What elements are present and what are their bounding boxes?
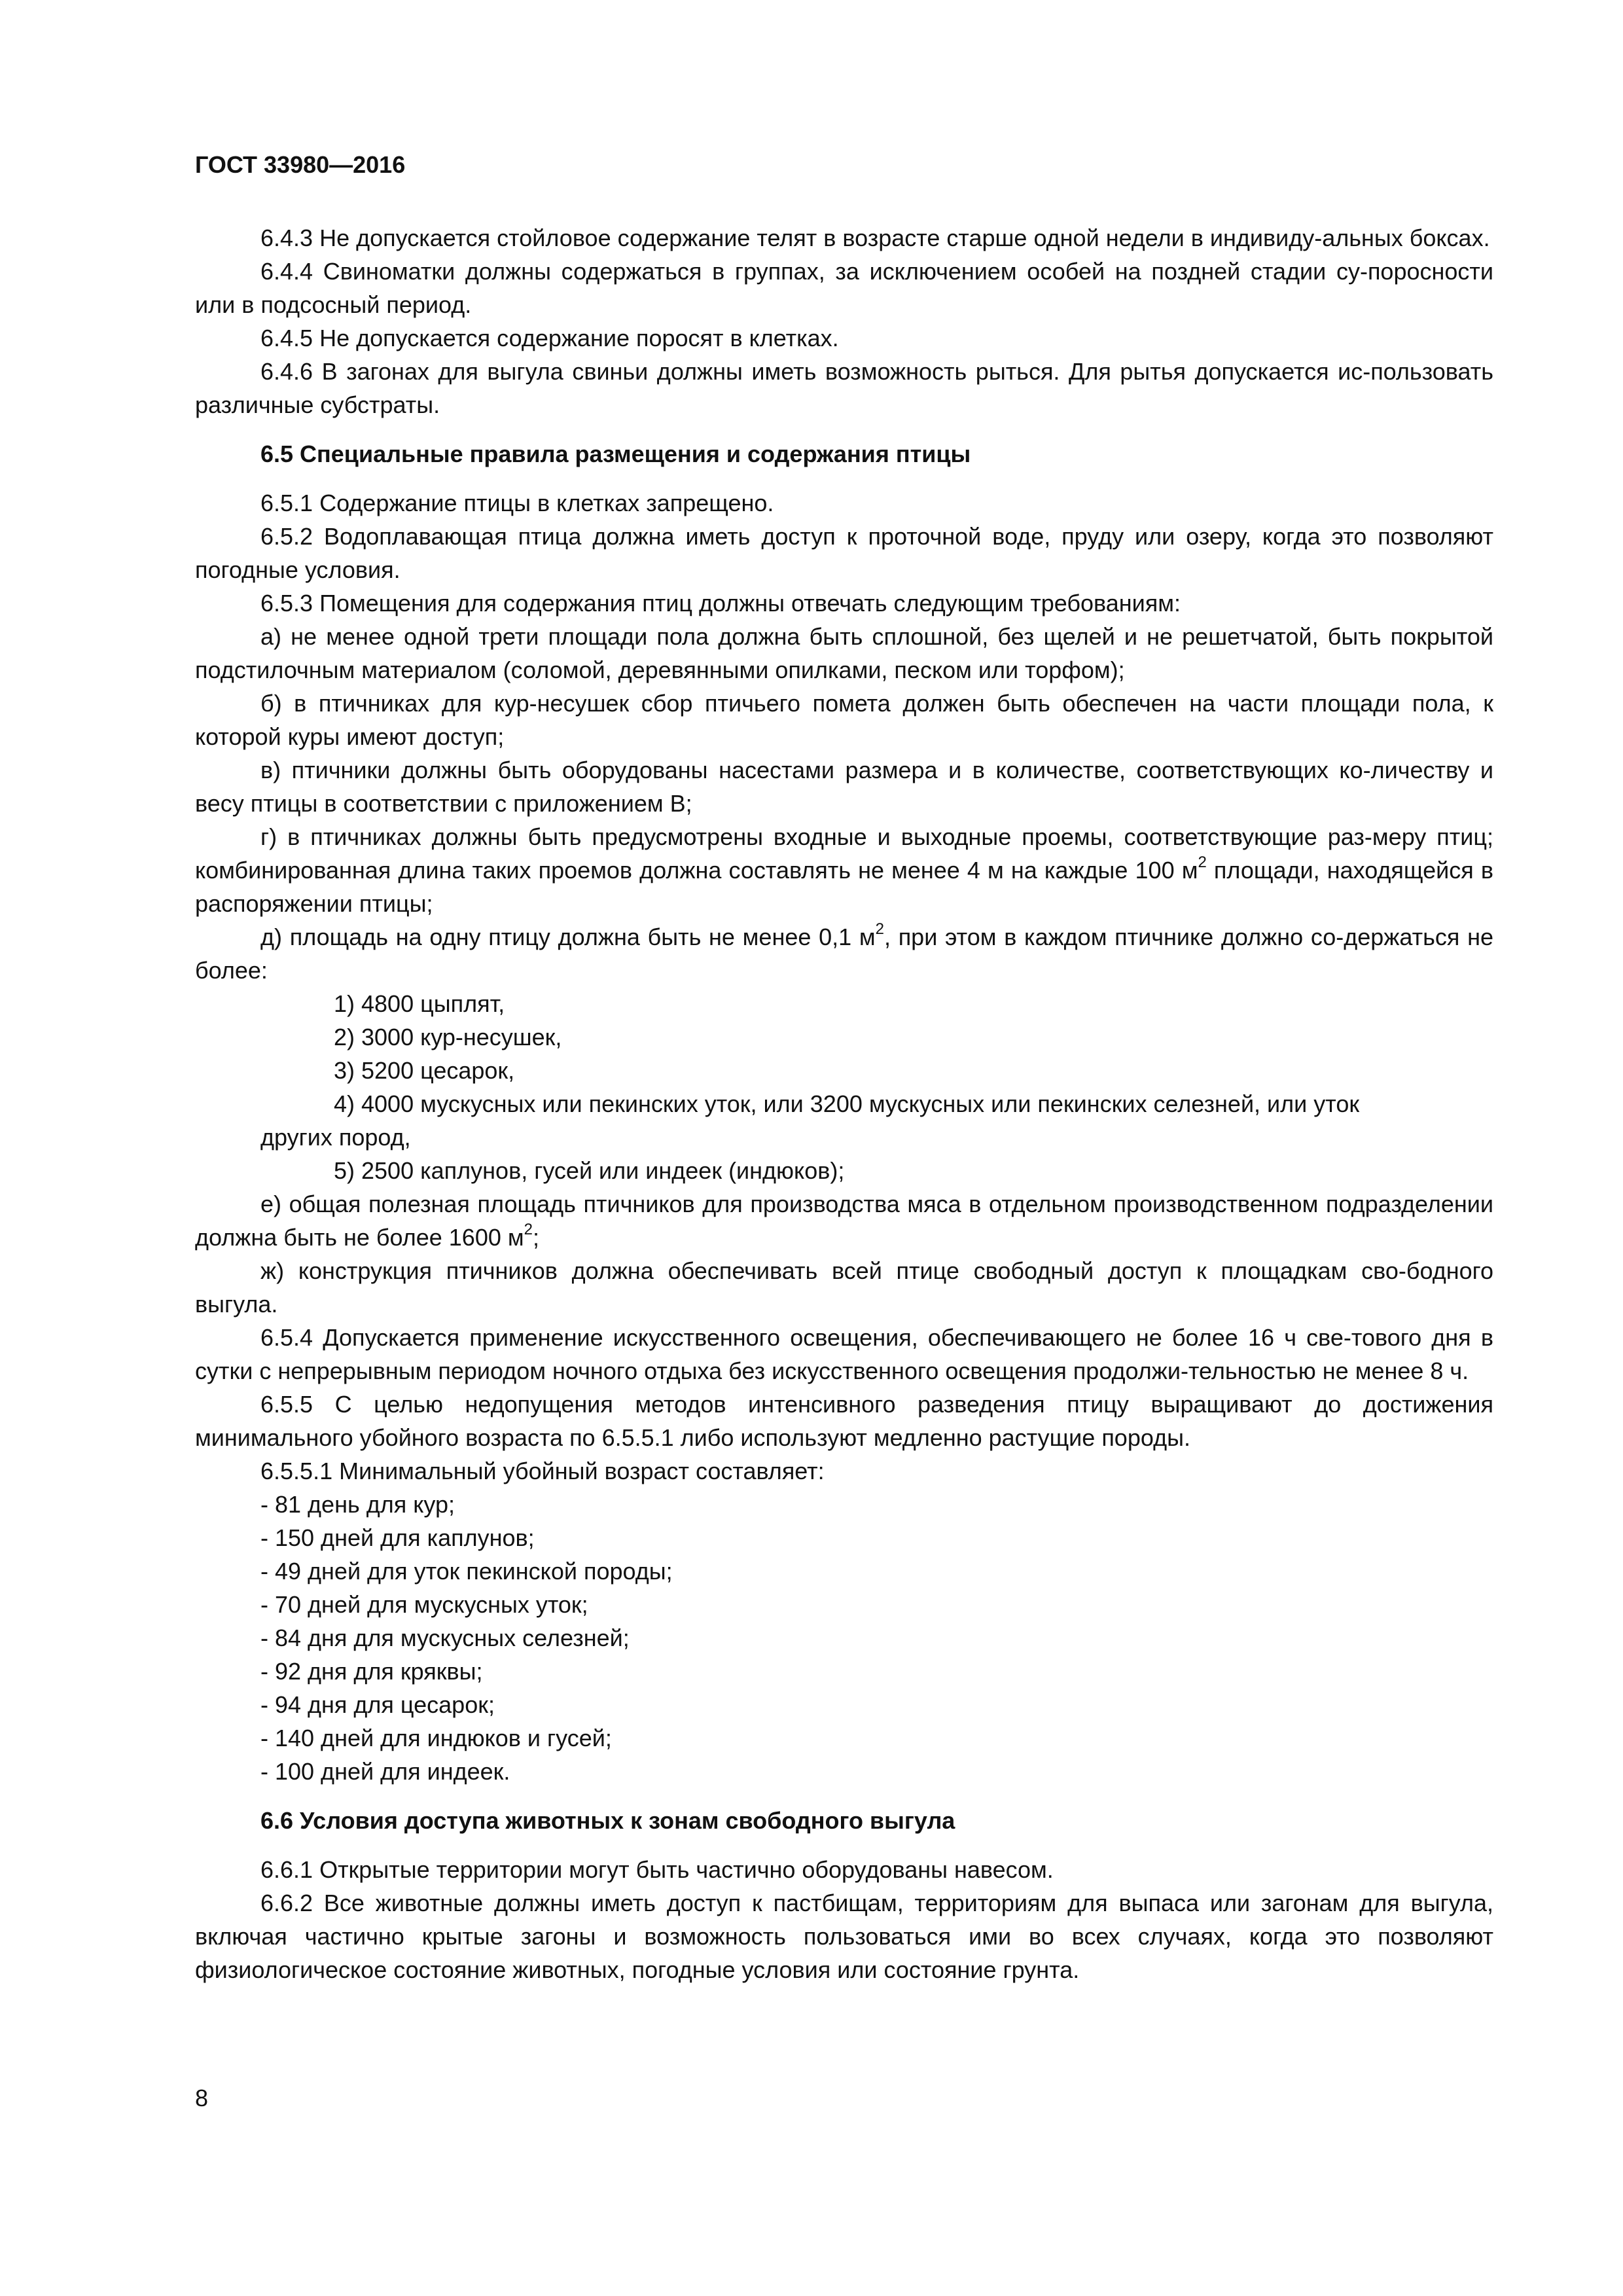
item-e <box>195 1187 1493 1254</box>
item-a: а) не менее одной трети площади пола должна быть сплошной, без щелей и не решетчатой, быть покрытой подстилочным материалом (соломой, деревянными опилками, песком или торфом); <box>195 623 1493 683</box>
paragraph-6-4-6: 6.4.6 В загонах для выгула свиньи должны иметь возможность рыться. Для рытья допускается ис-пользовать различные субстраты. <box>195 358 1493 418</box>
paragraph-6-6-1: 6.6.1 Открытые территории могут быть частично оборудованы навесом. <box>260 1856 1054 1883</box>
numbered-item-4: 4) 4000 мускусных или пекинских уток, или 3200 мускусных или пекинских селезней, или уток <box>334 1090 1360 1117</box>
item-d-superscript: 2 <box>875 920 884 938</box>
paragraph-6-5-1: 6.5.1 Содержание птицы в клетках запрещено. <box>260 490 774 516</box>
item-d-tail: , при этом в каждом птичнике должно со-держаться не более: <box>195 924 1493 984</box>
section-heading-6-6: 6.6 Условия доступа животных к зонам свободного выгула <box>260 1807 955 1834</box>
document-body <box>195 221 1493 1986</box>
item-e-tail: ; <box>532 1224 539 1251</box>
list-item: - 49 дней для уток пекинской породы; <box>260 1558 673 1585</box>
paragraph-6-5-2: 6.5.2 Водоплавающая птица должна иметь доступ к проточной воде, пруду или озеру, когда это позволяют погодные условия. <box>195 523 1493 583</box>
paragraph-6-5-5-1: 6.5.5.1 Минимальный убойный возраст составляет: <box>260 1458 825 1484</box>
item-b: б) в птичниках для кур-несушек сбор птичьего помета должен быть обеспечен на части площади пола, к которой куры имеют доступ; <box>195 690 1493 750</box>
numbered-item-2: 2) 3000 кур-несушек, <box>334 1024 562 1050</box>
numbered-item-1: 1) 4800 цыплят, <box>334 990 505 1017</box>
item-e-text: е) общая полезная площадь птичников для производства мяса в отдельном производственном подразделении должна быть не более 1600 м <box>195 1191 1493 1251</box>
item-v: в) птичники должны быть оборудованы насестами размера и в количестве, соответствующих ко-личеству и весу птицы в соответствии с приложением В; <box>195 757 1493 817</box>
document-header: ГОСТ 33980—2016 <box>195 151 406 178</box>
item-e-superscript: 2 <box>524 1221 533 1238</box>
list-item: - 94 дня для цесарок; <box>260 1691 495 1718</box>
paragraph-6-5-5: 6.5.5 С целью недопущения методов интенсивного разведения птицу выращивают до достижения минимального убойного возраста по 6.5.5.1 либо используют медленно растущие породы. <box>195 1391 1493 1451</box>
item-d <box>195 920 1493 987</box>
page-number: 8 <box>195 2085 209 2111</box>
list-item: - 150 дней для каплунов; <box>260 1524 535 1551</box>
item-d-text: д) площадь на одну птицу должна быть не менее 0,1 м <box>260 924 876 950</box>
paragraph-6-5-4: 6.5.4 Допускается применение искусственного освещения, обеспечивающего не более 16 ч све-тового дня в сутки с непрерывным периодом ночного отдыха без искусственного освещения продолжи-тельностью не менее 8 ч. <box>195 1324 1493 1384</box>
list-item: - 100 дней для индеек. <box>260 1758 510 1785</box>
item-zh: ж) конструкция птичников должна обеспечивать всей птице свободный доступ к площадкам сво-бодного выгула. <box>195 1257 1493 1318</box>
list-item: - 81 день для кур; <box>260 1491 455 1518</box>
item-g-text: г) в птичниках должны быть предусмотрены входные и выходные проемы, соответствующие раз-меру птиц; комбинированная длина таких проемов должна составлять не менее 4 м на каждые 100 м <box>195 823 1493 884</box>
item-g <box>195 820 1493 920</box>
numbered-item-4-continuation: других пород, <box>260 1124 411 1151</box>
list-item: - 70 дней для мускусных уток; <box>260 1591 588 1618</box>
paragraph-6-6-2: 6.6.2 Все животные должны иметь доступ к пастбищам, территориям для выпаса или загонам для выгула, включая частично крытые загоны и возможность пользоваться ими во всех случаях, когда это позволяют физиологическое состояние животных, погодные условия или состояние грунта. <box>195 1890 1493 1983</box>
item-g-superscript: 2 <box>1198 853 1207 871</box>
paragraph-6-4-4: 6.4.4 Свиноматки должны содержаться в группах, за исключением особей на поздней стадии су-поросности или в подсосный период. <box>195 258 1493 318</box>
item-g-tail: площади, находящейся в распоряжении птицы; <box>195 857 1493 917</box>
paragraph-6-4-3: 6.4.3 Не допускается стойловое содержание телят в возрасте старше одной недели в индивиду-альных боксах. <box>260 224 1490 251</box>
list-item: - 84 дня для мускусных селезней; <box>260 1624 630 1651</box>
list-item: - 140 дней для индюков и гусей; <box>260 1725 612 1751</box>
paragraph-6-5-3: 6.5.3 Помещения для содержания птиц должны отвечать следующим требованиям: <box>260 590 1181 617</box>
numbered-item-5: 5) 2500 каплунов, гусей или индеек (индюков); <box>334 1157 845 1184</box>
list-item: - 92 дня для кряквы; <box>260 1658 483 1685</box>
paragraph-6-4-5: 6.4.5 Не допускается содержание поросят в клетках. <box>260 325 839 351</box>
numbered-item-3: 3) 5200 цесарок, <box>334 1057 515 1084</box>
section-heading-6-5: 6.5 Специальные правила размещения и содержания птицы <box>260 440 971 467</box>
